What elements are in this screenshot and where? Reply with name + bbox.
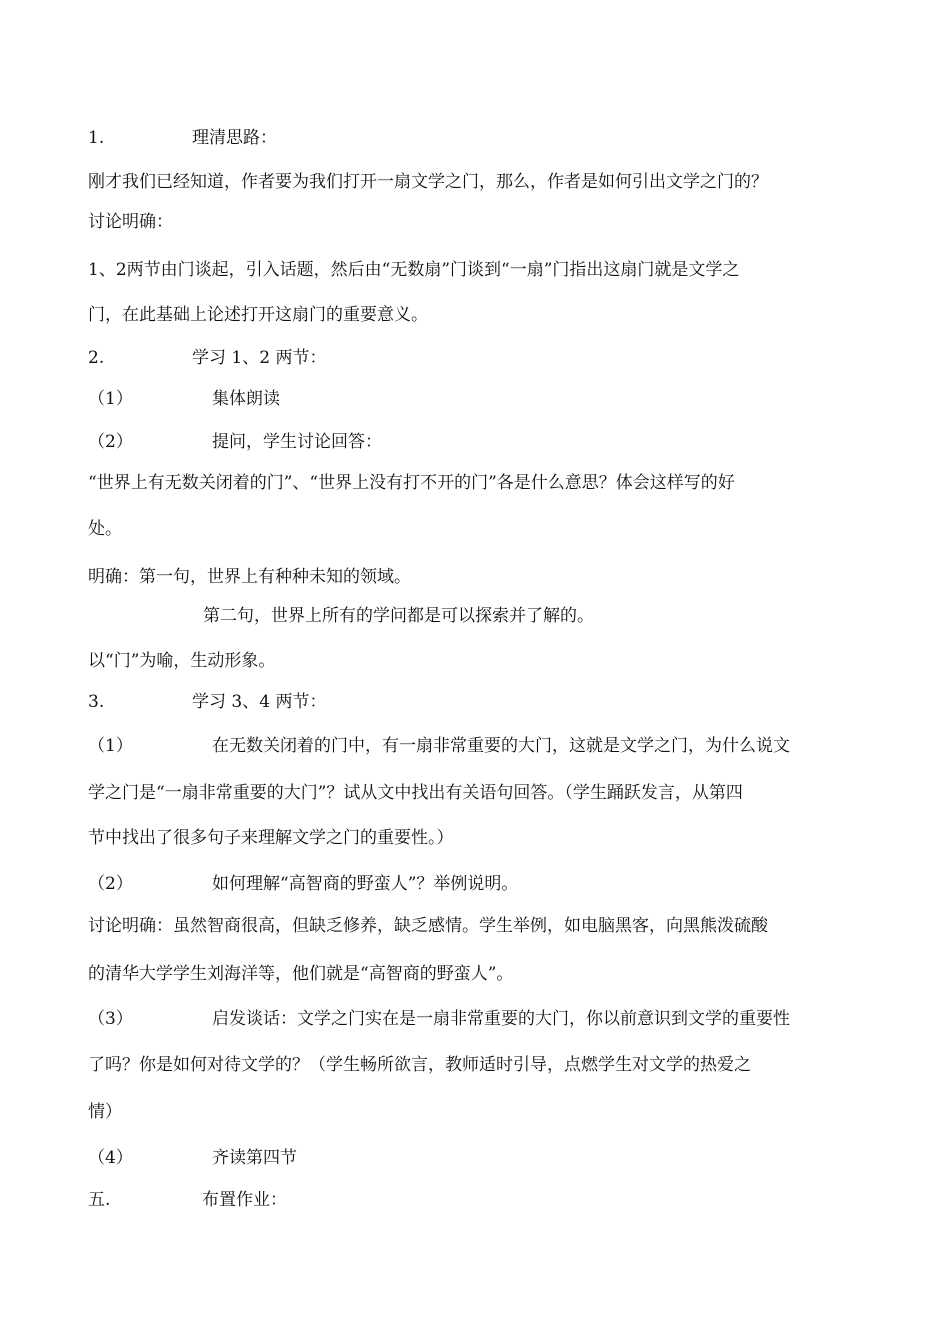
item-number: 3.	[88, 692, 105, 712]
heading-text: 理清思路：	[192, 128, 277, 148]
heading-text: 学习 3、4 两节：	[192, 692, 327, 712]
item-number: （2）	[88, 432, 133, 452]
paragraph: 了吗？你是如何对待文学的？（学生畅所欲言，教师适时引导，点燃学生对文学的热爱之	[88, 1055, 751, 1075]
paragraph: 以“门”为喻，生动形象。	[88, 651, 276, 671]
item-number: （1）	[88, 736, 133, 756]
item-number: （2）	[88, 874, 133, 894]
heading-2	[88, 346, 327, 370]
paragraph: 处。	[88, 519, 122, 539]
paragraph: 讨论明确：	[88, 212, 173, 232]
item-text: 启发谈话：文学之门实在是一扇非常重要的大门，你以前意识到文学的重要性	[212, 1009, 790, 1029]
item-number: 2.	[88, 348, 105, 368]
sub-item	[88, 1146, 297, 1170]
paragraph: 学之门是“一扇非常重要的大门”？试从文中找出有关语句回答。（学生踊跃发言，从第四	[88, 783, 743, 803]
paragraph: 刚才我们已经知道，作者要为我们打开一扇文学之门，那么，作者是如何引出文学之门的？	[88, 172, 768, 192]
paragraph: 的清华大学学生刘海洋等，他们就是“高智商的野蛮人”。	[88, 964, 514, 984]
sub-item	[88, 1007, 790, 1031]
sub-item	[88, 387, 280, 411]
item-text: 提问，学生讨论回答：	[212, 432, 382, 452]
sub-item	[88, 734, 790, 758]
heading-3	[88, 690, 327, 714]
heading-text: 学习 1、2 两节：	[192, 348, 327, 368]
paragraph: 门，在此基础上论述打开这扇门的重要意义。	[88, 305, 428, 325]
sub-item	[88, 872, 519, 896]
paragraph: 明确：第一句，世界上有种种未知的领域。	[88, 567, 411, 587]
item-number: 1.	[88, 128, 105, 148]
sub-item	[88, 430, 382, 454]
paragraph: 节中找出了很多句子来理解文学之门的重要性。）	[88, 828, 454, 848]
item-text: 在无数关闭着的门中，有一扇非常重要的大门，这就是文学之门，为什么说文	[212, 736, 790, 756]
paragraph: 第二句，世界上所有的学问都是可以探索并了解的。	[203, 606, 594, 626]
paragraph: “世界上有无数关闭着的门”、“世界上没有打不开的门”各是什么意思？体会这样写的好	[88, 473, 735, 493]
heading-text: 布置作业：	[202, 1190, 287, 1210]
item-text: 集体朗读	[212, 389, 280, 409]
paragraph: 1、2两节由门谈起，引入话题，然后由“无数扇”门谈到“一扇”门指出这扇门就是文学之	[88, 260, 740, 280]
item-number: （3）	[88, 1009, 133, 1029]
item-number: （4）	[88, 1148, 133, 1168]
item-number: （1）	[88, 389, 133, 409]
paragraph: 讨论明确：虽然智商很高，但缺乏修养，缺乏感情。学生举例，如电脑黑客，向黑熊泼硫酸	[88, 916, 768, 936]
heading-1	[88, 126, 277, 150]
item-text: 如何理解“高智商的野蛮人”？举例说明。	[212, 874, 519, 894]
heading-5	[88, 1188, 287, 1212]
item-number: 五.	[88, 1190, 111, 1210]
item-text: 齐读第四节	[212, 1148, 297, 1168]
paragraph: 情）	[88, 1102, 122, 1122]
